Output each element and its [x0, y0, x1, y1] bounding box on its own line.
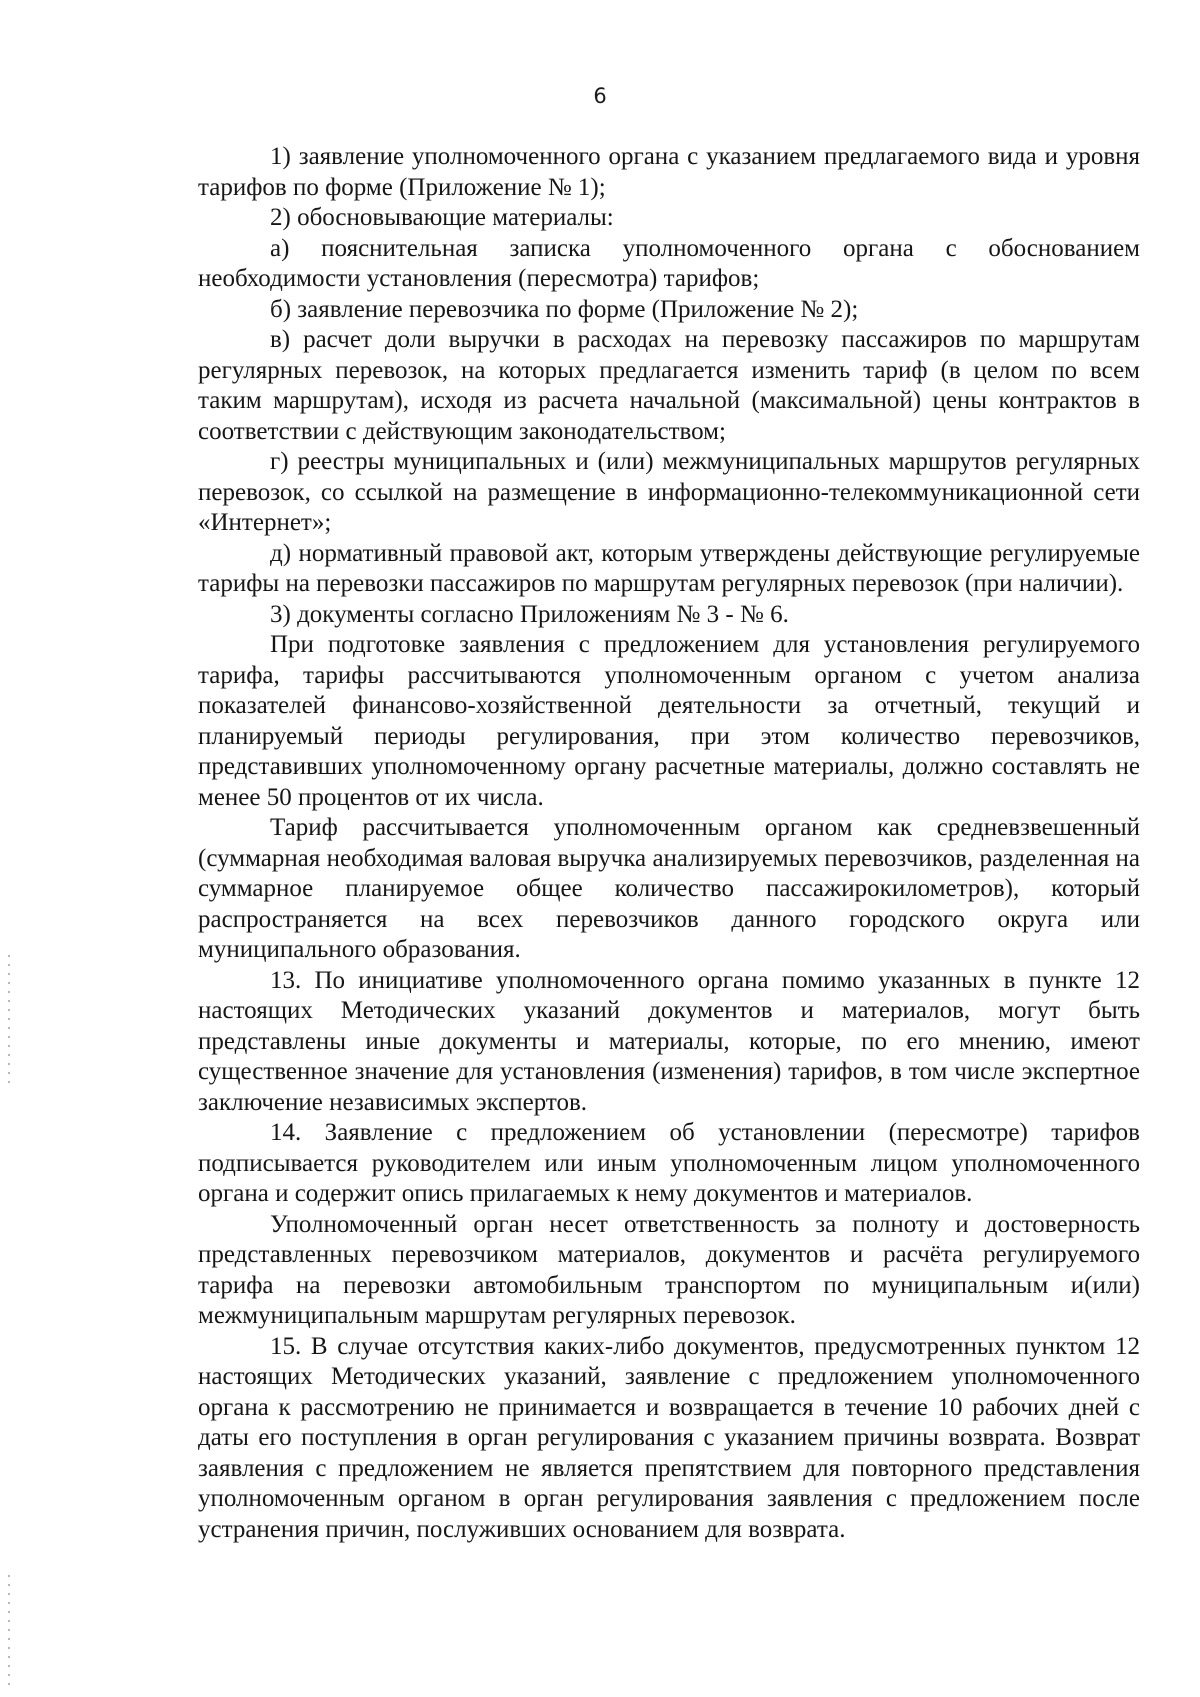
paragraph-item-2: 2) обосновывающие материалы: — [270, 204, 614, 231]
paragraph-section-15: 15. В случае отсутствия каких-либо документов, предусмотренных пунктом 12 настоящих Методических указаний, заявление с предложением уполномоченного органа к рассмотрению не принимается и возвращается в течение 10 рабочих дней с даты его поступления в орган регулирования с указанием причины возврата. Возврат заявления с предложением не является препятствием для повторного представления уполномоченным органом в орган регулирования заявления с предложением после устранения причин, послуживших основанием для возврата. — [198, 1332, 1140, 1543]
paragraph-subitem-b: б) заявление перевозчика по форме (Приложение № 2); — [270, 295, 859, 323]
scan-artifact-top — [8, 955, 10, 1085]
paragraph-subitem-v: в) расчет доли выручки в расходах на перевозку пассажиров по маршрутам регулярных перевозок, на которых предлагается изменить тариф (в целом по всем таким маршрутам), исходя из расчета начальной (максимальной) цены контрактов в соответствии с действующим законодательством; — [198, 326, 1140, 445]
document-body — [198, 142, 1140, 1545]
paragraph-responsibility: Уполномоченный орган несет ответственность за полноту и достоверность представленных перевозчиком материалов, документов и расчёта регулируемого тарифа на перевозки автомобильным транспортом по муниципальным и(или) межмуниципальным маршрутам регулярных перевозок. — [198, 1210, 1140, 1329]
paragraph-item-1: 1) заявление уполномоченного органа с указанием предлагаемого вида и уровня тарифов по форме (Приложение № 1); — [198, 143, 1140, 201]
paragraph-subitem-d: д) нормативный правовой акт, которым утверждены действующие регулируемые тарифы на перевозки пассажиров по маршрутам регулярных перевозок (при наличии). — [198, 539, 1140, 597]
paragraph-section-13: 13. По инициативе уполномоченного органа помимо указанных в пункте 12 настоящих Методических указаний документов и материалов, могут быть представлены иные документы и материалы, которые, по его мнению, имеют существенное значение для установления (изменения) тарифов, в том числе экспертное заключение независимых экспертов. — [198, 966, 1140, 1116]
paragraph-subitem-g: г) реестры муниципальных и (или) межмуниципальных маршрутов регулярных перевозок, со ссылкой на размещение в информационно-телекоммуникационной сети «Интернет»; — [198, 448, 1140, 536]
paragraph-item-3: 3) документы согласно Приложениям № 3 - № 6. — [270, 600, 789, 628]
scan-artifact-bottom — [8, 1575, 10, 1685]
paragraph-section-14: 14. Заявление с предложением об установлении (пересмотре) тарифов подписывается руководителем или иным уполномоченным лицом уполномоченного органа и содержит опись прилагаемых к нему документов и материалов. — [198, 1119, 1140, 1207]
paragraph-subitem-a: а) пояснительная записка уполномоченного органа с обоснованием необходимости установления (пересмотра) тарифов; — [198, 234, 1140, 292]
paragraph-tariff-calculation: Тариф рассчитывается уполномоченным органом как средневзвешенный (суммарная необходимая валовая выручка анализируемых перевозчиков, разделенная на суммарное планируемое общее количество пассажирокилометров), который распространяется на всех перевозчиков данного городского округа или муниципального образования. — [198, 814, 1140, 963]
page-number: 6 — [593, 84, 607, 108]
paragraph-tariff-preparation: При подготовке заявления с предложением для установления регулируемого тарифа, тарифы рассчитываются уполномоченным органом с учетом анализа показателей финансово-хозяйственной деятельности за отчетный, текущий и планируемый периоды регулирования, при этом количество перевозчиков, представивших уполномоченному органу расчетные материалы, должно составлять не менее 50 процентов от их числа. — [198, 631, 1140, 811]
